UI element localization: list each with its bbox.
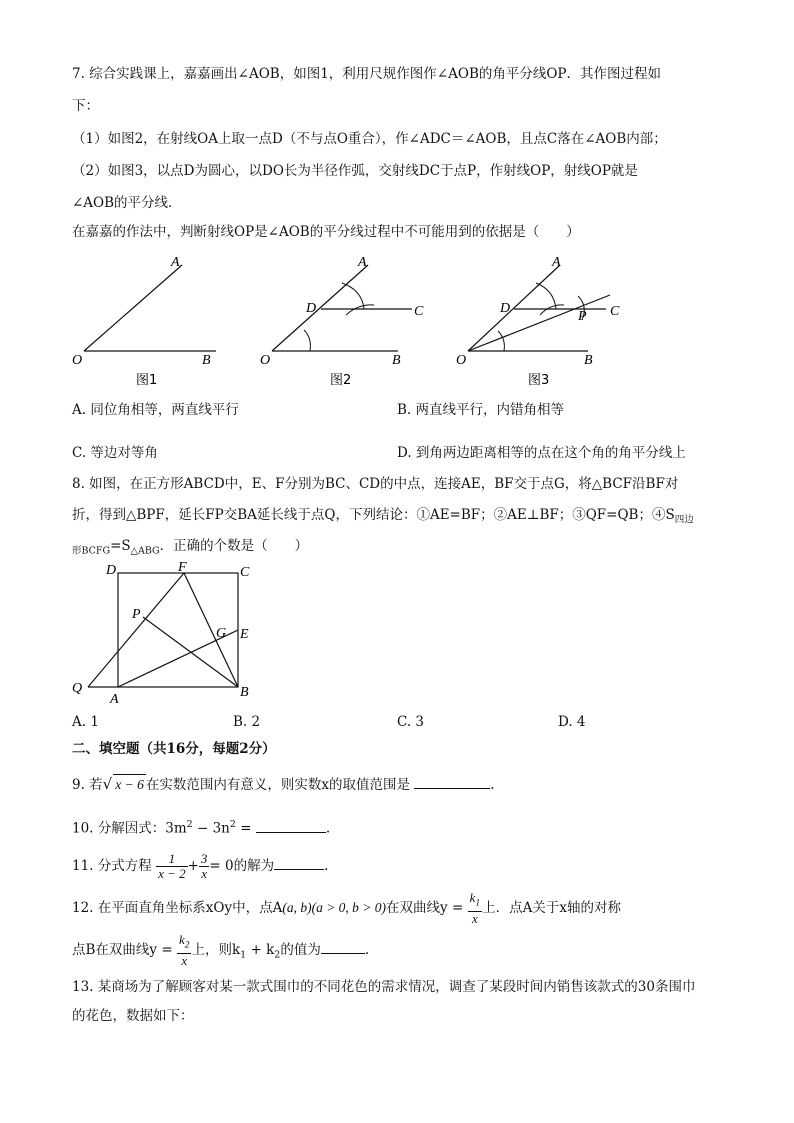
fig1-label-a: A: [171, 255, 180, 270]
fig3-label-p: P: [578, 309, 587, 324]
q8-label-b: B: [240, 685, 249, 700]
q8-label-d: D: [106, 563, 117, 578]
q10-answer-blank[interactable]: [256, 818, 326, 833]
q11-answer-blank[interactable]: [274, 855, 324, 870]
section-2-heading: 二、填空题（共16分，每题2分）: [72, 741, 276, 757]
q9-answer-blank[interactable]: [414, 774, 490, 789]
q13-line-2: 的花色，数据如下：: [72, 1008, 194, 1024]
q8-option-a: A. 1: [72, 714, 99, 730]
fig3-label-b: B: [584, 353, 593, 368]
q8-label-q: Q: [72, 681, 83, 696]
q7-figure-2: [258, 252, 438, 392]
fig1-label-b: B: [202, 353, 211, 368]
q8-label-f: F: [178, 560, 187, 575]
q12-line-1: 12. 在平面直角坐标系xOy中，点A(a, b)(a > 0, b > 0)在双曲线y = $\frac{k_1}{x}$ 上．点A关于x轴的对称: [72, 890, 621, 926]
fig3-label-c: C: [610, 304, 620, 319]
q7-step-1: （1）如图2，在射线OA上取一点D（不与点O重合），作∠ADC＝∠AOB，且点C落在∠AOB内部；: [72, 131, 667, 147]
q11-fraction-1: $\frac{1}{x - 2}$: [158, 851, 186, 881]
sqrt-icon: √: [102, 775, 113, 793]
q7-option-a: A. 同位角相等，两直线平行: [72, 402, 239, 418]
q8-label-g: G: [216, 626, 227, 641]
fig1-caption: 图1: [136, 373, 158, 388]
q12-fraction-k2: $\frac{k_2}{x}$: [178, 932, 190, 968]
q11: 11. 分式方程 $\frac{1}{x - 2}$ + $\frac{3}{x}$ = 0的解为 .: [72, 851, 329, 881]
q7-step-2: （2）如图3，以点D为圆心，以DO长为半径作弧，交射线DC于点P，作射线OP，射线OP就是: [72, 163, 638, 179]
q7-option-c: C. 等边对等角: [72, 445, 158, 461]
fig2-label-c: C: [414, 304, 424, 319]
q8-line-2: 折，得到△BPF，延长FP交BA延长线于点Q，下列结论：①AE=BF；②AE⊥BF；③QF=QB；$④S_{四边}$: [72, 507, 694, 526]
q12-line-2: 点B在双曲线y = $\frac{k_2}{x}$ 上，则$k_1 + k_2$的值为 .: [72, 932, 370, 968]
q10: 10. 分解因式：$3m^2 - 3n^2$ = .: [72, 819, 331, 837]
q7-question: 在嘉嘉的作法中，判断射线OP是∠AOB的平分线过程中不可能用到的依据是（ ）: [72, 224, 580, 240]
q9: 9. 若√ x − 6 在实数范围内有意义，则实数x的取值范围是 .: [72, 775, 495, 793]
q7-option-b: B. 两直线平行，内错角相等: [397, 402, 565, 418]
q8-label-a: A: [110, 692, 119, 707]
q8-option-d: D. 4: [558, 714, 586, 730]
q8-label-p: P: [132, 607, 141, 622]
q7-option-d: D. 到角两边距离相等的点在这个角的角平分线上: [397, 445, 686, 461]
q7-figure-1: [70, 252, 230, 392]
fig2-caption: 图2: [330, 373, 352, 388]
fig2-label-a: A: [358, 255, 367, 270]
q7-line-1: 7. 综合实践课上，嘉嘉画出∠AOB，如图1，利用尺规作图作∠AOB的角平分线OP．其作图过程如: [72, 66, 662, 82]
q11-fraction-2: $\frac{3}{x}$: [200, 851, 208, 881]
q7-line-2: 下：: [72, 98, 99, 114]
q13-line-1: 13. 某商场为了解顾客对某一款式围巾的不同花色的需求情况，调查了某段时间内销售该款式的30条围巾: [72, 979, 696, 995]
q8-line-3: $_{形BCFG}=S_{\triangle ABG}$．正确的个数是（ ）: [72, 538, 309, 557]
fig3-label-d: D: [500, 301, 511, 316]
fig3-caption: 图3: [528, 373, 550, 388]
q8-option-b: B. 2: [233, 714, 261, 730]
q7-figure-3: [454, 252, 644, 392]
fig3-label-a: A: [552, 255, 561, 270]
fig2-label-d: D: [306, 301, 317, 316]
q12-answer-blank[interactable]: [321, 939, 365, 954]
q8-option-c: C. 3: [397, 714, 425, 730]
fig2-label-b: B: [392, 353, 401, 368]
q7-line-5: ∠AOB的平分线．: [72, 195, 182, 211]
q12-fraction-k1: $\frac{k_1}{x}$: [469, 890, 481, 926]
fig2-label-o: O: [260, 353, 271, 368]
fig3-label-o: O: [456, 353, 467, 368]
q8-figure: [70, 560, 270, 710]
fig1-label-o: O: [72, 353, 83, 368]
q8-line-1: 8. 如图，在正方形ABCD中，E、F分别为BC、CD的中点，连接AE，BF交于点G，将△BCF沿BF对: [72, 476, 679, 492]
q8-label-e: E: [240, 627, 249, 642]
q8-label-c: C: [240, 565, 250, 580]
